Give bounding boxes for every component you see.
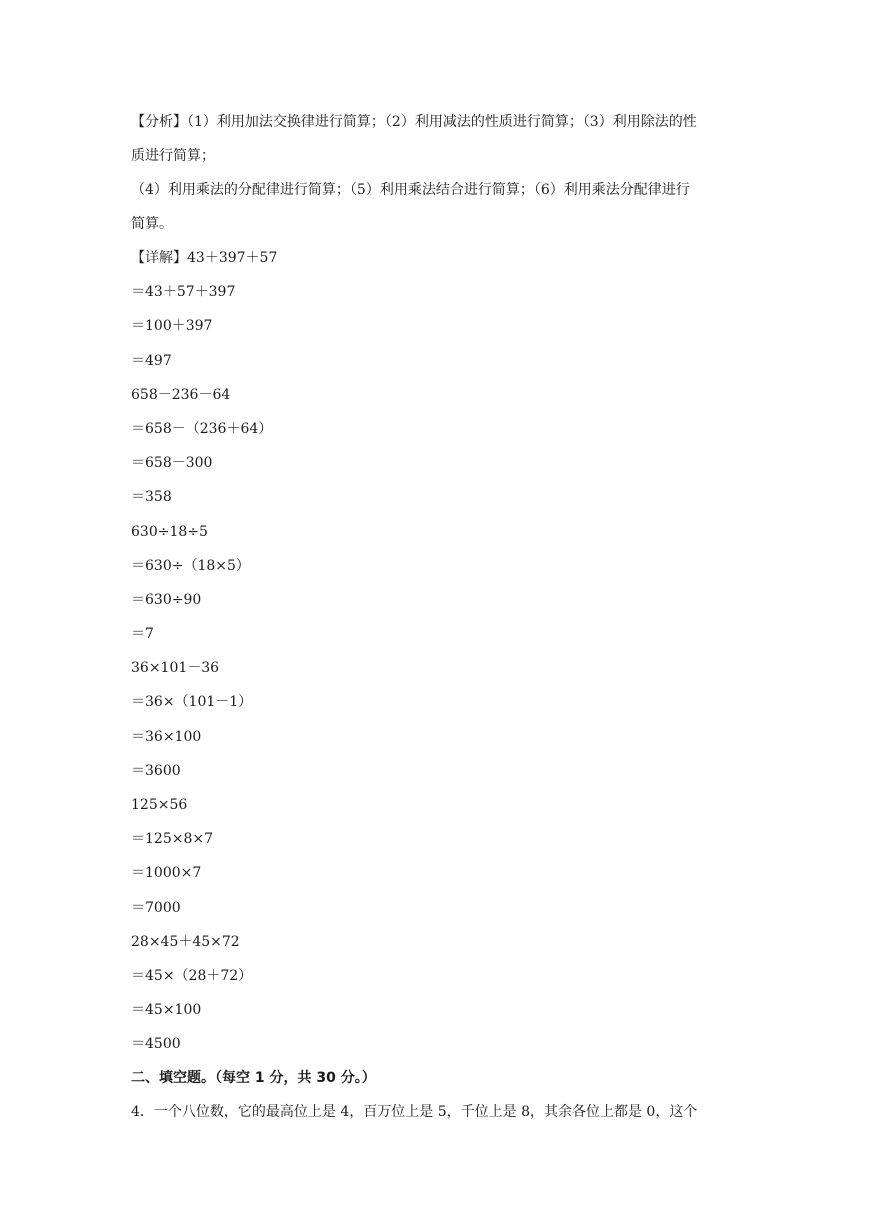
solution-step: ＝7000 [131,899,181,916]
solution-step: ＝45×（28＋72） [131,967,253,984]
solution-step: ＝7 [131,626,154,643]
solution-step: 28×45＋45×72 [131,933,240,950]
solution-step: 125×56 [131,797,188,813]
solution-step: ＝125×8×7 [131,831,213,848]
analysis-line-4: 简算。 [131,216,173,232]
analysis-line-3: （4）利用乘法的分配律进行简算；（5）利用乘法结合进行简算；（6）利用乘法分配律进行 [131,182,690,198]
solution-step: ＝630÷（18×5） [131,557,250,574]
solution-step: ＝1000×7 [131,865,202,882]
solution-step: ＝4500 [131,1036,181,1053]
solution-step: ＝630÷90 [131,591,202,608]
solution-step: ＝658－300 [131,455,213,472]
solution-step: ＝358 [131,489,172,506]
solution-step: 630÷18÷5 [131,523,208,540]
solution-step: ＝36×（101－1） [131,694,253,711]
solution-steps [131,248,277,1069]
solution-step: ＝658－（236＋64） [131,420,273,437]
step-text: 43＋397＋57 [187,250,278,266]
solution-step: 658－236－64 [131,386,231,403]
solution-step [131,248,277,282]
solution-step: ＝497 [131,352,172,369]
solution-step: ＝100＋397 [131,318,213,335]
question-4: 4．一个八位数，它的最高位上是 4，百万位上是 5，千位上是 8，其余各位上都是 0，这个 [131,1104,698,1120]
detail-label: 【详解】 [131,250,187,266]
solution-step: 36×101－36 [131,660,220,677]
section-heading: 二、填空题。（每空 1 分，共 30 分。） [131,1070,376,1086]
solution-step: ＝45×100 [131,1002,202,1019]
solution-step: ＝36×100 [131,728,202,745]
analysis-line-1: 【分析】（1）利用加法交换律进行简算；（2）利用减法的性质进行简算；（3）利用除法的性 [131,114,697,130]
analysis-line-2: 质进行简算； [131,148,215,164]
solution-step: ＝43＋57＋397 [131,284,236,301]
solution-step: ＝3600 [131,762,181,779]
